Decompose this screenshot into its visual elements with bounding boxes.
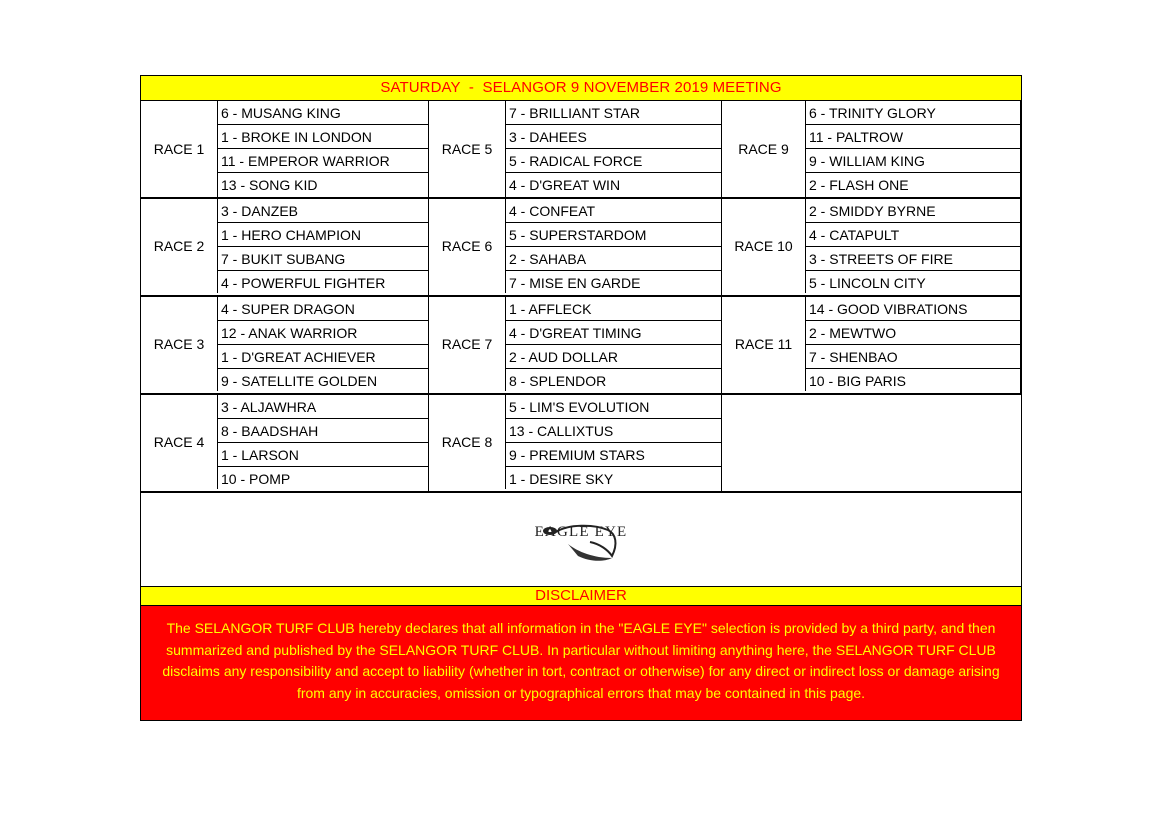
pick-item: 14 - GOOD VIBRATIONS	[806, 297, 1020, 321]
eagle-eye-logo-icon	[508, 514, 654, 566]
pick-item: 3 - STREETS OF FIRE	[806, 247, 1020, 271]
race-label: RACE 11	[722, 295, 806, 391]
race-picks	[218, 101, 429, 197]
pick-item: 13 - SONG KID	[221, 177, 318, 193]
race-picks	[218, 393, 429, 491]
race-picks	[218, 295, 429, 393]
pick-item: 7 - MISE EN GARDE	[509, 275, 641, 291]
disclaimer-text: The SELANGOR TURF CLUB hereby declares that all information in the "EAGLE EYE" selection is provided by a third party, and then summarized and published by the SELANGOR TURF CLUB. In particular without limiting anything here, the SELANGOR TURF CLUB disclaims any responsibility and accept to liability (whether in tort, contract or otherwise) for any direct or indirect loss or damage arising from any in accuracies, omission or typographical errors that may be contained in this page.	[141, 606, 1021, 720]
pick-item: 10 - POMP	[221, 471, 291, 487]
pick-item: 11 - EMPEROR WARRIOR	[218, 149, 428, 173]
race-picks	[806, 101, 1021, 197]
empty-cell	[722, 393, 1021, 491]
pick-item: 7 - BRILLIANT STAR	[506, 101, 721, 125]
pick-item: 11 - PALTROW	[806, 125, 1020, 149]
pick-item: 5 - RADICAL FORCE	[506, 149, 721, 173]
race-picks	[806, 295, 1021, 393]
pick-item: 4 - D'GREAT WIN	[509, 177, 621, 193]
race-label: RACE 4	[141, 393, 218, 489]
pick-item: 8 - BAADSHAH	[218, 419, 428, 443]
disclaimer-title: DISCLAIMER	[141, 586, 1021, 606]
pick-item: 2 - SMIDDY BYRNE	[806, 199, 1020, 223]
pick-item: 12 - ANAK WARRIOR	[218, 321, 428, 345]
logo-area	[141, 491, 1021, 586]
pick-item: 9 - SATELLITE GOLDEN	[221, 373, 378, 389]
pick-item: 4 - CONFEAT	[506, 199, 721, 223]
pick-item: 6 - MUSANG KING	[218, 101, 428, 125]
pick-item: 2 - FLASH ONE	[809, 177, 909, 193]
pick-item: 7 - SHENBAO	[806, 345, 1020, 369]
pick-item: 9 - WILLIAM KING	[806, 149, 1020, 173]
race-picks	[806, 197, 1021, 295]
race-selection-sheet	[140, 75, 1022, 721]
race-picks	[218, 197, 429, 295]
pick-item: 7 - BUKIT SUBANG	[218, 247, 428, 271]
race-label: RACE 3	[141, 295, 218, 391]
pick-item: 2 - SAHABA	[506, 247, 721, 271]
race-label: RACE 9	[722, 101, 806, 197]
pick-item: 3 - DANZEB	[218, 199, 428, 223]
race-picks	[506, 101, 722, 197]
race-picks	[506, 197, 722, 295]
race-grid	[141, 101, 1021, 491]
race-label: RACE 2	[141, 197, 218, 293]
pick-item: 4 - CATAPULT	[806, 223, 1020, 247]
pick-item: 5 - LINCOLN CITY	[809, 275, 926, 291]
pick-item: 5 - LIM'S EVOLUTION	[506, 395, 721, 419]
pick-item: 13 - CALLIXTUS	[506, 419, 721, 443]
pick-item: 2 - MEWTWO	[806, 321, 1020, 345]
pick-item: 3 - DAHEES	[506, 125, 721, 149]
pick-item: 4 - SUPER DRAGON	[218, 297, 428, 321]
pick-item: 1 - DESIRE SKY	[509, 471, 614, 487]
pick-item: 9 - PREMIUM STARS	[506, 443, 721, 467]
pick-item: 1 - BROKE IN LONDON	[218, 125, 428, 149]
pick-item: 2 - AUD DOLLAR	[506, 345, 721, 369]
pick-item: 8 - SPLENDOR	[509, 373, 607, 389]
race-label: RACE 10	[722, 197, 806, 293]
pick-item: 10 - BIG PARIS	[809, 373, 906, 389]
logo-text: EAGLE EYE	[534, 523, 628, 540]
race-picks	[506, 393, 722, 491]
race-label: RACE 1	[141, 101, 218, 197]
race-picks	[506, 295, 722, 393]
pick-item: 6 - TRINITY GLORY	[806, 101, 1020, 125]
pick-item: 1 - AFFLECK	[506, 297, 721, 321]
race-label: RACE 7	[429, 295, 506, 391]
pick-item: 4 - D'GREAT TIMING	[506, 321, 721, 345]
pick-item: 5 - SUPERSTARDOM	[506, 223, 721, 247]
pick-item: 1 - HERO CHAMPION	[218, 223, 428, 247]
race-label: RACE 8	[429, 393, 506, 489]
pick-item: 4 - POWERFUL FIGHTER	[221, 275, 386, 291]
pick-item: 3 - ALJAWHRA	[218, 395, 428, 419]
meeting-title: SATURDAY - SELANGOR 9 NOVEMBER 2019 MEETING	[141, 76, 1021, 101]
pick-item: 1 - LARSON	[218, 443, 428, 467]
pick-item: 1 - D'GREAT ACHIEVER	[218, 345, 428, 369]
race-label: RACE 5	[429, 101, 506, 197]
race-label: RACE 6	[429, 197, 506, 293]
